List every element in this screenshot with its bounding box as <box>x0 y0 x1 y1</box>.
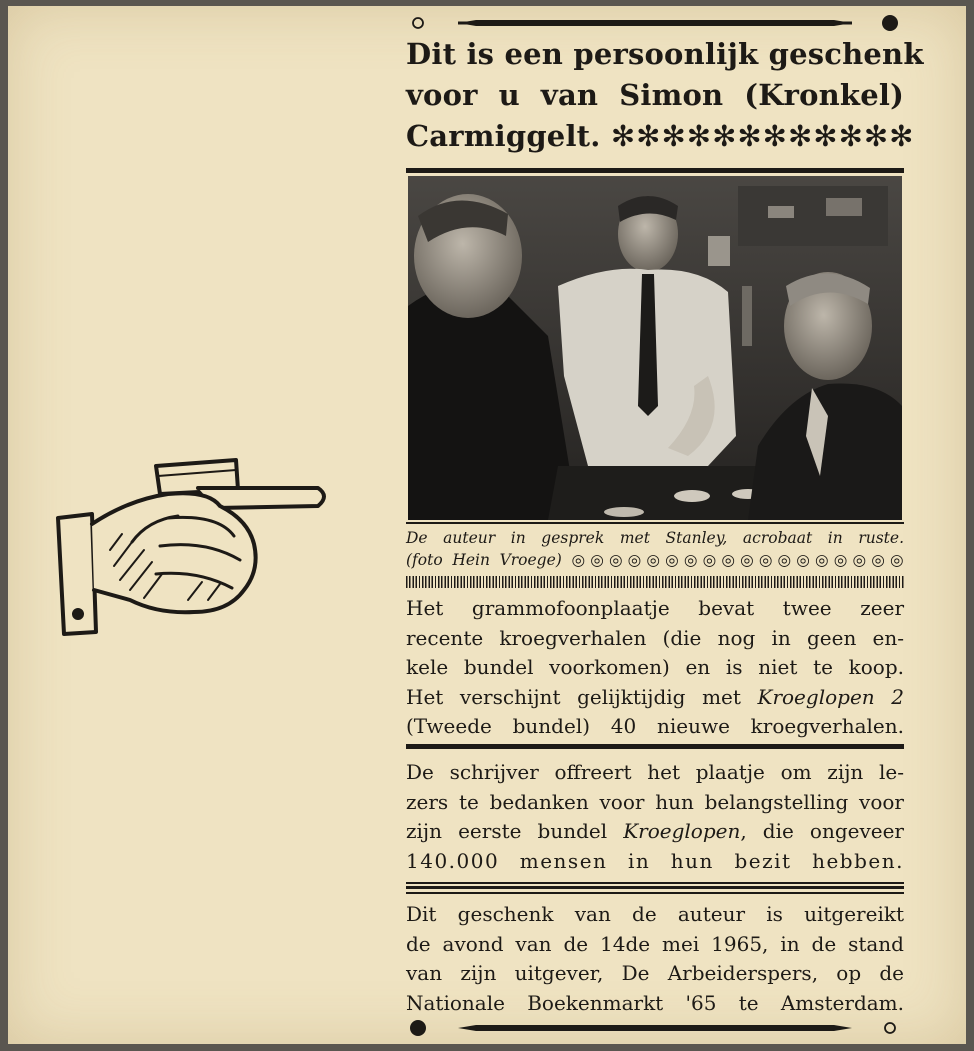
headline-line-3 <box>406 116 915 157</box>
caption-line-2 <box>406 549 904 571</box>
rule-below-photo <box>406 522 904 524</box>
para2-line-1: De schrijver offreert het plaatje om zijn le- <box>406 760 904 784</box>
rule-double-1 <box>406 882 904 884</box>
para3-line-4: Nationale Boekenmarkt '65 te Amsterdam. <box>406 990 904 1015</box>
rule-above-photo <box>406 168 904 173</box>
para2-line-3 <box>406 817 904 847</box>
star-ornaments: ✻✻✻✻✻✻✻✻✻✻✻✻ <box>610 119 915 153</box>
photo-credit: (foto Hein Vroege) <box>406 551 562 569</box>
para2-line-3-text: zijn eerste bundel <box>406 819 624 843</box>
rule-double-3 <box>406 892 904 894</box>
para2-line-4: 140.000 mensen in hun bezit hebben. <box>406 848 904 873</box>
para3-line-2: de avond van de 14de mei 1965, in de stand <box>406 931 904 956</box>
para1-line-1: Het grammofoonplaatje bevat twee zeer <box>406 596 904 620</box>
rule-double-2 <box>406 886 904 889</box>
text-column <box>406 6 924 1044</box>
para1-line-4 <box>406 683 904 713</box>
rule-after-para1 <box>406 744 904 749</box>
para3-line-1: Dit geschenk van de auteur is uitgereikt <box>406 902 904 926</box>
photo <box>408 176 902 520</box>
headline-author: Carmiggelt. <box>406 119 601 153</box>
hatched-divider <box>406 576 904 588</box>
circle-ornaments: ◎◎◎◎◎◎◎◎◎◎◎◎◎◎◎◎◎◎ <box>571 551 904 569</box>
photo-illustration <box>408 176 902 520</box>
para1-line-4-text: Het verschijnt gelijktijdig met <box>406 684 758 709</box>
para1-line-3: kele bundel voorkomen) en is niet te koop. <box>406 655 904 679</box>
photo-caption <box>406 527 904 571</box>
para2-line-3-tail: , die ongeveer <box>740 819 904 843</box>
headline <box>406 34 924 157</box>
bottom-ornament <box>406 1018 904 1038</box>
book-title-kroeglopen-2: Kroeglopen 2 <box>757 684 904 709</box>
para1-line-5: (Tweede bundel) 40 nieuwe kroegverhalen. <box>406 714 904 738</box>
page <box>8 6 966 1044</box>
top-ornament <box>406 12 904 32</box>
headline-line-2: voor u van Simon (Kronkel) <box>406 78 904 112</box>
caption-line-1: De auteur in gesprek met Stanley, acrobaat in ruste. <box>406 529 904 547</box>
para1-line-2: recente kroegverhalen (die nog in geen en- <box>406 625 904 650</box>
para3-line-3: van zijn uitgever, De Arbeiderspers, op de <box>406 961 904 985</box>
headline-line-1: Dit is een persoonlijk geschenk <box>406 37 924 71</box>
paragraph-presentation <box>406 900 904 1018</box>
pointing-hand-icon <box>48 450 338 640</box>
paragraph-record <box>406 594 904 742</box>
para2-line-2: zers te bedanken voor hun belangstelling voor <box>406 789 904 814</box>
book-title-kroeglopen: Kroeglopen <box>623 819 741 843</box>
paragraph-thanks <box>406 758 904 876</box>
